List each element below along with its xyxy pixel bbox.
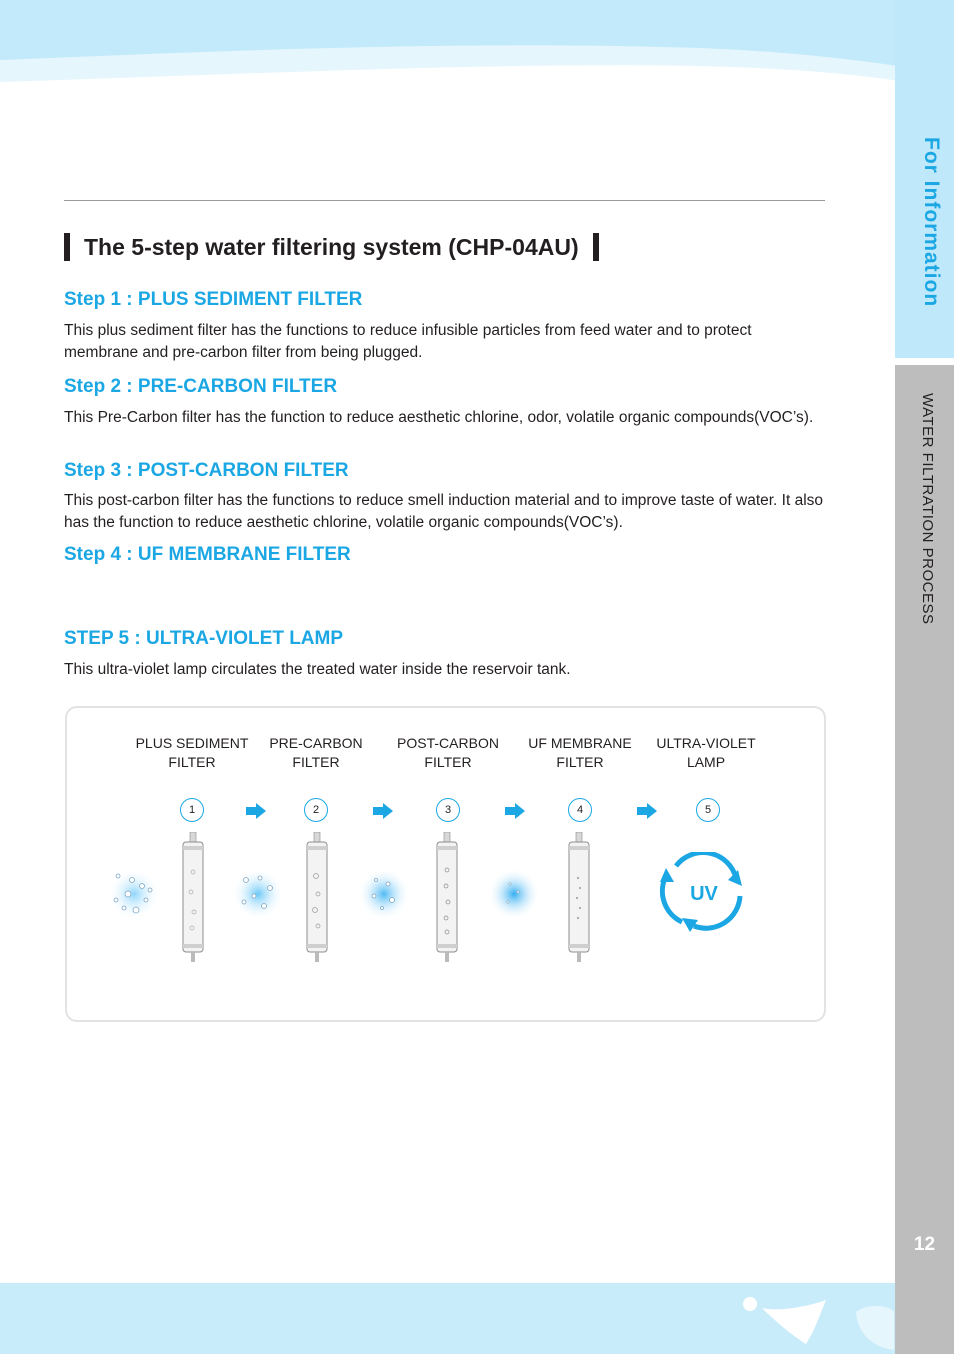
step-number-5: 5 bbox=[696, 798, 720, 822]
arrow-right-icon bbox=[637, 803, 657, 819]
diagram-label-3-line2: FILTER bbox=[424, 754, 472, 770]
step-4-heading: Step 4 : UF MEMBRANE FILTER bbox=[64, 544, 351, 565]
step-1-text: This plus sediment filter has the functions to reduce infusible particles from feed water and to protect membrane and pre-carbon filter from being plugged. bbox=[64, 322, 752, 361]
subsection-tab-label: WATER FILTRATION PROCESS bbox=[919, 393, 936, 625]
diagram-label-2-line2: FILTER bbox=[292, 754, 340, 770]
title-block bbox=[64, 230, 599, 264]
header-rule bbox=[64, 200, 825, 201]
diagram-label-1-line1: PLUS SEDIMENT bbox=[135, 735, 249, 751]
sediment-filter-icon bbox=[180, 832, 206, 962]
step-1-heading: Step 1 : PLUS SEDIMENT FILTER bbox=[64, 289, 363, 310]
post-carbon-filter-icon bbox=[434, 832, 460, 962]
particles-icon bbox=[230, 866, 286, 922]
step-number-4: 4 bbox=[568, 798, 592, 822]
step-5-text: This ultra-violet lamp circulates the treated water inside the reservoir tank. bbox=[64, 661, 571, 678]
diagram-label-5-line1: ULTRA-VIOLET bbox=[656, 735, 756, 751]
diagram-label-4 bbox=[520, 734, 640, 772]
page-title: The 5-step water filtering system (CHP-04AU) bbox=[84, 233, 579, 260]
pre-carbon-filter-icon bbox=[304, 832, 330, 962]
diagram-label-4-line1: UF MEMBRANE bbox=[528, 735, 632, 751]
step-number-2: 2 bbox=[304, 798, 328, 822]
step-3-text: This post-carbon filter has the functions to reduce smell induction material and to improve taste of water. It also has the function to reduce aesthetic chlorine, volatile organic compounds(VOC’s). bbox=[64, 492, 824, 531]
uv-lamp-icon bbox=[654, 852, 746, 934]
diagram-label-2-line1: PRE-CARBON bbox=[269, 735, 363, 751]
diagram-label-5 bbox=[646, 734, 766, 772]
diagram-label-5-line2: LAMP bbox=[686, 754, 726, 770]
arrow-right-icon bbox=[246, 803, 266, 819]
top-wave-band bbox=[0, 0, 954, 105]
water-drop-decoration bbox=[740, 1292, 895, 1354]
particles-icon bbox=[106, 866, 162, 922]
section-tab-label: For Information bbox=[920, 137, 943, 308]
step-2-heading: Step 2 : PRE-CARBON FILTER bbox=[64, 376, 338, 397]
arrow-right-icon bbox=[373, 803, 393, 819]
step-number-3: 3 bbox=[436, 798, 460, 822]
diagram-label-1-line2: FILTER bbox=[168, 754, 216, 770]
step-5-heading: STEP 5 : ULTRA-VIOLET LAMP bbox=[64, 628, 344, 649]
diagram-label-3 bbox=[388, 734, 508, 772]
title-bar-right bbox=[593, 233, 599, 261]
step-number-1: 1 bbox=[180, 798, 204, 822]
particles-icon bbox=[356, 866, 412, 922]
page-number: 12 bbox=[913, 1234, 936, 1255]
diagram-label-2 bbox=[256, 734, 376, 772]
diagram-label-3-line1: POST-CARBON bbox=[397, 735, 499, 751]
uf-membrane-filter-icon bbox=[566, 832, 592, 962]
uv-label: UV bbox=[690, 883, 718, 905]
step-3-heading: Step 3 : POST-CARBON FILTER bbox=[64, 460, 349, 481]
particles-icon bbox=[486, 866, 542, 922]
step-2-text: This Pre-Carbon filter has the function to reduce aesthetic chlorine, odor, volatile organic compounds(VOC’s). bbox=[64, 409, 814, 426]
diagram-label-4-line2: FILTER bbox=[556, 754, 604, 770]
arrow-right-icon bbox=[505, 803, 525, 819]
diagram-label-1 bbox=[132, 734, 252, 772]
title-bar-left bbox=[64, 233, 70, 261]
